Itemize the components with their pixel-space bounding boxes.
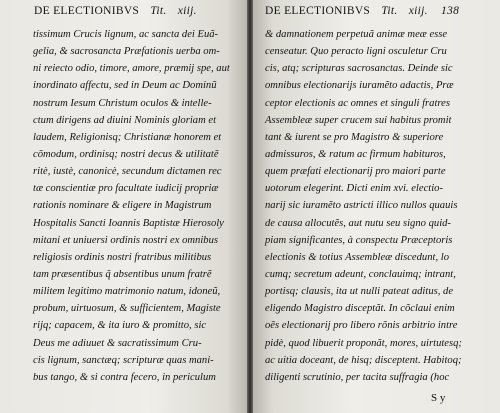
text-line: ritè, iustè, canonicè, secundum dictamen rec	[33, 166, 222, 178]
text-line: pidè, quod libuerit proponãt, mores, uirtutesq;	[265, 337, 462, 349]
text-line: & damnationem perpetuã animæ meæ esse	[265, 29, 448, 40]
text-line: Deus me adiuuet & sacratissimum Cru-	[33, 337, 202, 349]
text-line: gelia, & sacrosancta Præfationis uerba om-	[33, 46, 220, 58]
right-running-header	[265, 5, 459, 17]
text-line: probum, uirtuosum, & sufficientem, Magiste	[33, 303, 221, 315]
text-line: omnibus electionarijs iuramẽto adactis, Præ	[265, 80, 454, 92]
text-line: inordinato affectu, sed in Deum ac Dominũ	[33, 80, 217, 92]
text-line: quem præfati electionarij pro maiori parte	[265, 166, 446, 178]
text-line: ni reiecto odio, timore, amore, præmij spe, aut	[33, 63, 230, 75]
text-line: tant & iurent se pro Magistro & superiore	[265, 131, 444, 143]
text-line: cumq; secretum adeunt, conclauimq; intrant,	[265, 268, 456, 280]
text-line: tam præsentibus q̃ absentibus unum fratrẽ	[33, 268, 212, 280]
text-line: narij sic iuramẽto astricti illico nullos quauis	[265, 200, 458, 212]
text-line: laudem, Religionisq; Christianæ honorem et	[33, 131, 222, 143]
right-header-tit: Tit.	[381, 5, 398, 17]
text-line: religiosis ordinis nostri fratribus militibus	[33, 251, 212, 263]
text-line: cis lignum, sanctæq; scripturæ quas mani-	[33, 354, 214, 366]
left-header-title-number: xiij.	[177, 5, 197, 17]
text-line: bus tango, & si contra fecero, in periculum	[33, 371, 216, 383]
text-line: censeatur. Quo peracto ligni osculetur Cru	[265, 46, 447, 58]
text-line: uotorum elegerint. Dicti enim xvi. electio-	[265, 183, 443, 195]
left-header-title: DE ELECTIONIBVS	[34, 5, 140, 17]
text-line: mitani et uniuersi ordinis nostri ex omnibus	[33, 234, 218, 246]
left-page	[0, 0, 247, 413]
text-line: portisq; clausis, ita ut nulli pateat aditus, de	[265, 286, 454, 298]
text-line: Hospitalis Sancti Ioannis Baptistæ Hierosoly	[33, 217, 224, 229]
text-line: rijq; capacem, & ita iuro & promitto, sic	[33, 320, 207, 332]
text-line: oẽs electionarij pro libero rõnis arbitrio intre	[265, 320, 458, 332]
text-line: ceptor electionis ac omnes et singuli fratres	[265, 97, 450, 109]
text-line: Assembleæ super crucem sui habitus promit	[265, 114, 452, 126]
left-header-tit: Tit.	[150, 5, 167, 17]
text-line: electionis & totius Assembleæ discedunt, lo	[265, 251, 449, 263]
text-line: diligenti scrutinio, per tacita suffragia (hoc	[265, 371, 450, 383]
signature-mark: S y	[431, 392, 446, 404]
text-line: nostrum Iesum Christum oculos & intelle-	[33, 97, 212, 109]
right-page	[253, 0, 500, 413]
left-body-text	[33, 26, 241, 386]
text-line: militem legitimo matrimonio natum, idoneũ,	[33, 286, 221, 298]
text-line: eligendo Magistro disceptãt. In cõclaui enim	[265, 303, 455, 315]
text-line: cõmodum, ordinisq; nostri decus & utilitatẽ	[33, 148, 219, 160]
text-line: admissuros, & ratum ac firmum habituros,	[265, 148, 446, 160]
text-line: cis, atq; scripturas sacrosanctas. Deinde sic	[265, 63, 453, 75]
text-line: rationis nominare & eligere in Magistrum	[33, 200, 212, 212]
text-line: piam significantes, à conspectu Præceptoris	[265, 234, 453, 246]
left-running-header	[34, 5, 197, 17]
right-header-title: DE ELECTIONIBVS	[265, 5, 371, 17]
page-number: 138	[441, 5, 460, 17]
text-line: tæ conscientiæ pro facultate iudicij propriæ	[33, 183, 219, 195]
text-line: de causa allocutẽs, aut nutu seu signo quid-	[265, 217, 451, 229]
right-header-title-number: xiij.	[408, 5, 428, 17]
text-line: ctum dirigens ad diuini Nominis gloriam et	[33, 114, 217, 126]
text-line: ac uitia doceant, de hisq; disceptent. Habitoq;	[265, 354, 462, 366]
right-body-text	[265, 26, 493, 386]
text-line: tissimum Crucis lignum, ac sancta dei Euã-	[33, 29, 219, 40]
